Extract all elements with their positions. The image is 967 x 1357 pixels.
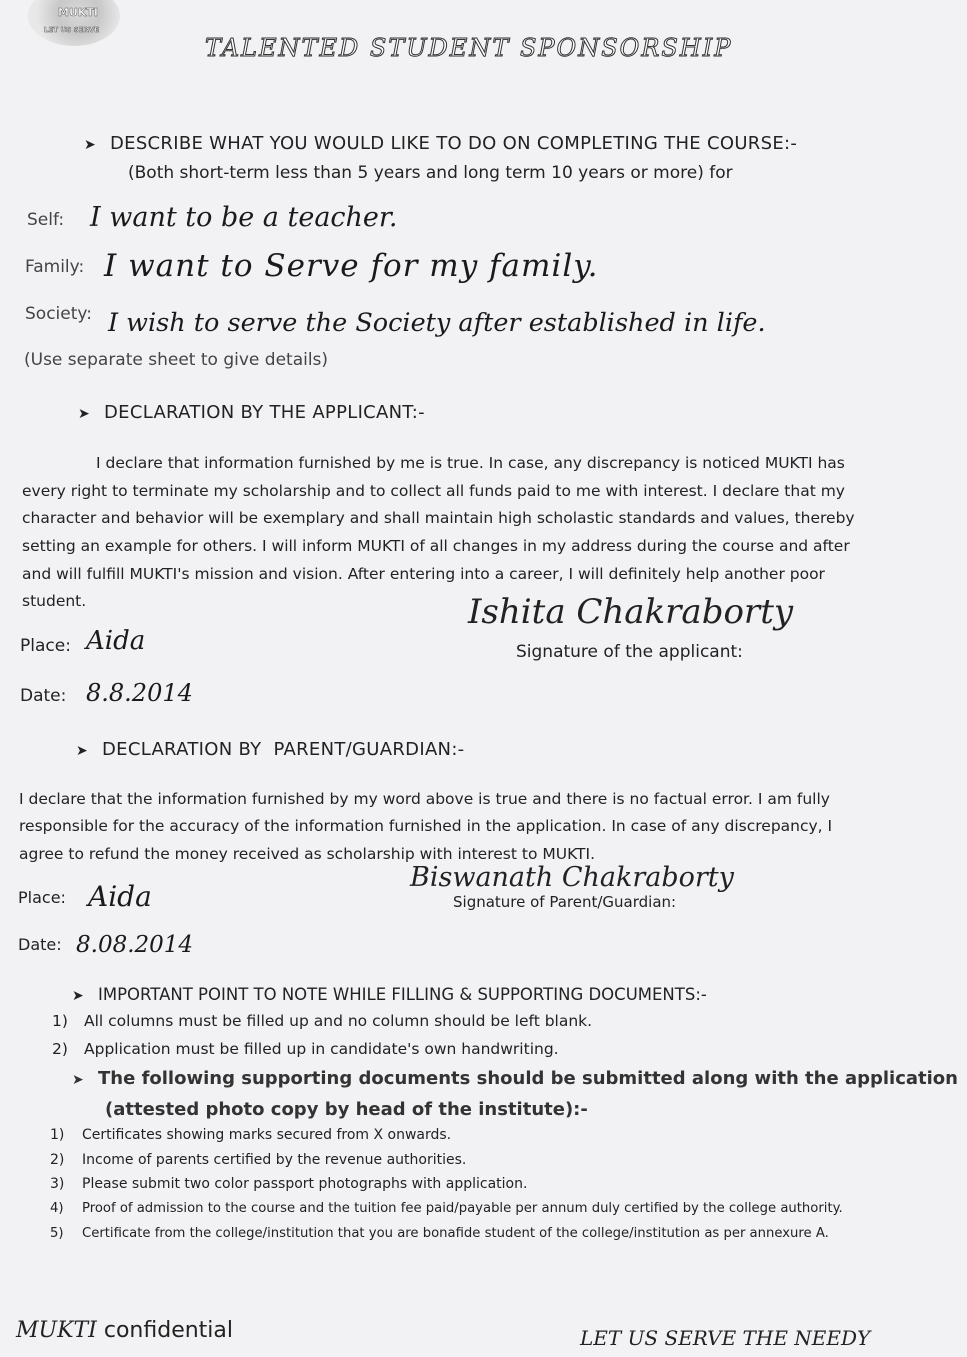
document-item: 4) Proof of admission to the course and the tuition fee paid/payable per annum duly certified by the college authority. <box>50 1201 843 1216</box>
guardian-place-label: Place: <box>18 888 66 907</box>
family-value: I want to Serve for my family. <box>104 248 599 284</box>
applicant-declaration-line: and will fulfill MUKTI's mission and vision. After entering into a career, I will definitely help another poor <box>22 565 825 583</box>
section3-heading: ➤ DECLARATION BY PARENT/GUARDIAN:- <box>76 739 465 760</box>
guardian-date-value: 8.08.2014 <box>76 932 194 958</box>
applicant-declaration-line: character and behavior will be exemplary and shall maintain high scholastic standards and values, thereby <box>22 509 855 527</box>
guardian-declaration-line: responsible for the accuracy of the information furnished in the application. In case of any discrepancy, I <box>19 817 833 835</box>
applicant-signature: Ishita Chakraborty <box>468 592 794 632</box>
note-point: 2) Application must be filled up in candidate's own handwriting. <box>52 1040 559 1058</box>
section4-heading: ➤ IMPORTANT POINT TO NOTE WHILE FILLING & SUPPORTING DOCUMENTS:- <box>72 985 707 1004</box>
arrow-bullet-icon: ➤ <box>72 1072 84 1088</box>
documents-subheading-2: (attested photo copy by head of the institute):- <box>105 1099 588 1120</box>
guardian-declaration-line: agree to refund the money received as scholarship with interest to MUKTI. <box>19 845 595 863</box>
section1-subheading: (Both short-term less than 5 years and long term 10 years or more) for <box>128 163 733 183</box>
document-item: 5) Certificate from the college/institution that you are bonafide student of the college/institution as per annexure A. <box>50 1226 829 1241</box>
applicant-declaration-line: every right to terminate my scholarship and to collect all funds paid to me with interest. I declare that my <box>22 482 845 500</box>
logo-tagline: LET US SERVE <box>44 26 100 34</box>
documents-subheading: ➤ The following supporting documents should be submitted along with the application <box>72 1068 958 1089</box>
mukti-logo <box>28 0 120 46</box>
society-label: Society: <box>25 304 92 324</box>
footer-slogan: LET US SERVE THE NEEDY <box>580 1326 871 1350</box>
guardian-declaration-line: I declare that the information furnished by my word above is true and there is no factual error. I am fully <box>19 790 830 808</box>
section2-heading: ➤ DECLARATION BY THE APPLICANT:- <box>78 402 425 423</box>
note-point: 1) All columns must be filled up and no column should be left blank. <box>52 1012 593 1030</box>
self-label: Self: <box>27 210 65 230</box>
self-value: I want to be a teacher. <box>90 202 398 233</box>
arrow-bullet-icon: ➤ <box>84 137 97 153</box>
guardian-date-label: Date: <box>18 935 62 954</box>
applicant-signature-label: Signature of the applicant: <box>516 642 743 662</box>
applicant-place-value: Aida <box>86 626 146 656</box>
applicant-place-label: Place: <box>20 636 71 656</box>
logo-text: MUKTI <box>58 6 98 19</box>
applicant-date-value: 8.8.2014 <box>86 679 193 707</box>
applicant-date-label: Date: <box>20 686 67 706</box>
applicant-declaration-line: student. <box>22 592 87 610</box>
section1-heading: ➤ DESCRIBE WHAT YOU WOULD LIKE TO DO ON COMPLETING THE COURSE:- <box>84 133 798 154</box>
guardian-signature-label: Signature of Parent/Guardian: <box>453 893 677 911</box>
arrow-bullet-icon: ➤ <box>72 988 84 1004</box>
document-item: 3) Please submit two color passport photographs with application. <box>50 1176 528 1192</box>
document-item: 1) Certificates showing marks secured from X onwards. <box>50 1127 452 1143</box>
document-item: 2) Income of parents certified by the revenue authorities. <box>50 1152 467 1168</box>
arrow-bullet-icon: ➤ <box>76 743 89 759</box>
arrow-bullet-icon: ➤ <box>78 406 91 422</box>
applicant-declaration-line: I declare that information furnished by me is true. In case, any discrepancy is noticed MUKTI has <box>96 454 845 472</box>
footer-confidential: MUKTI confidential <box>16 1318 234 1343</box>
family-label: Family: <box>25 257 85 277</box>
guardian-signature: Biswanath Chakraborty <box>410 862 734 893</box>
guardian-place-value: Aida <box>88 880 152 913</box>
page-title: TALENTED STUDENT SPONSORSHIP <box>205 34 733 62</box>
society-value: I wish to serve the Society after established in life. <box>108 308 766 338</box>
applicant-declaration-line: setting an example for others. I will inform MUKTI of all changes in my address during the course and after <box>22 537 850 555</box>
details-note: (Use separate sheet to give details) <box>24 350 329 370</box>
